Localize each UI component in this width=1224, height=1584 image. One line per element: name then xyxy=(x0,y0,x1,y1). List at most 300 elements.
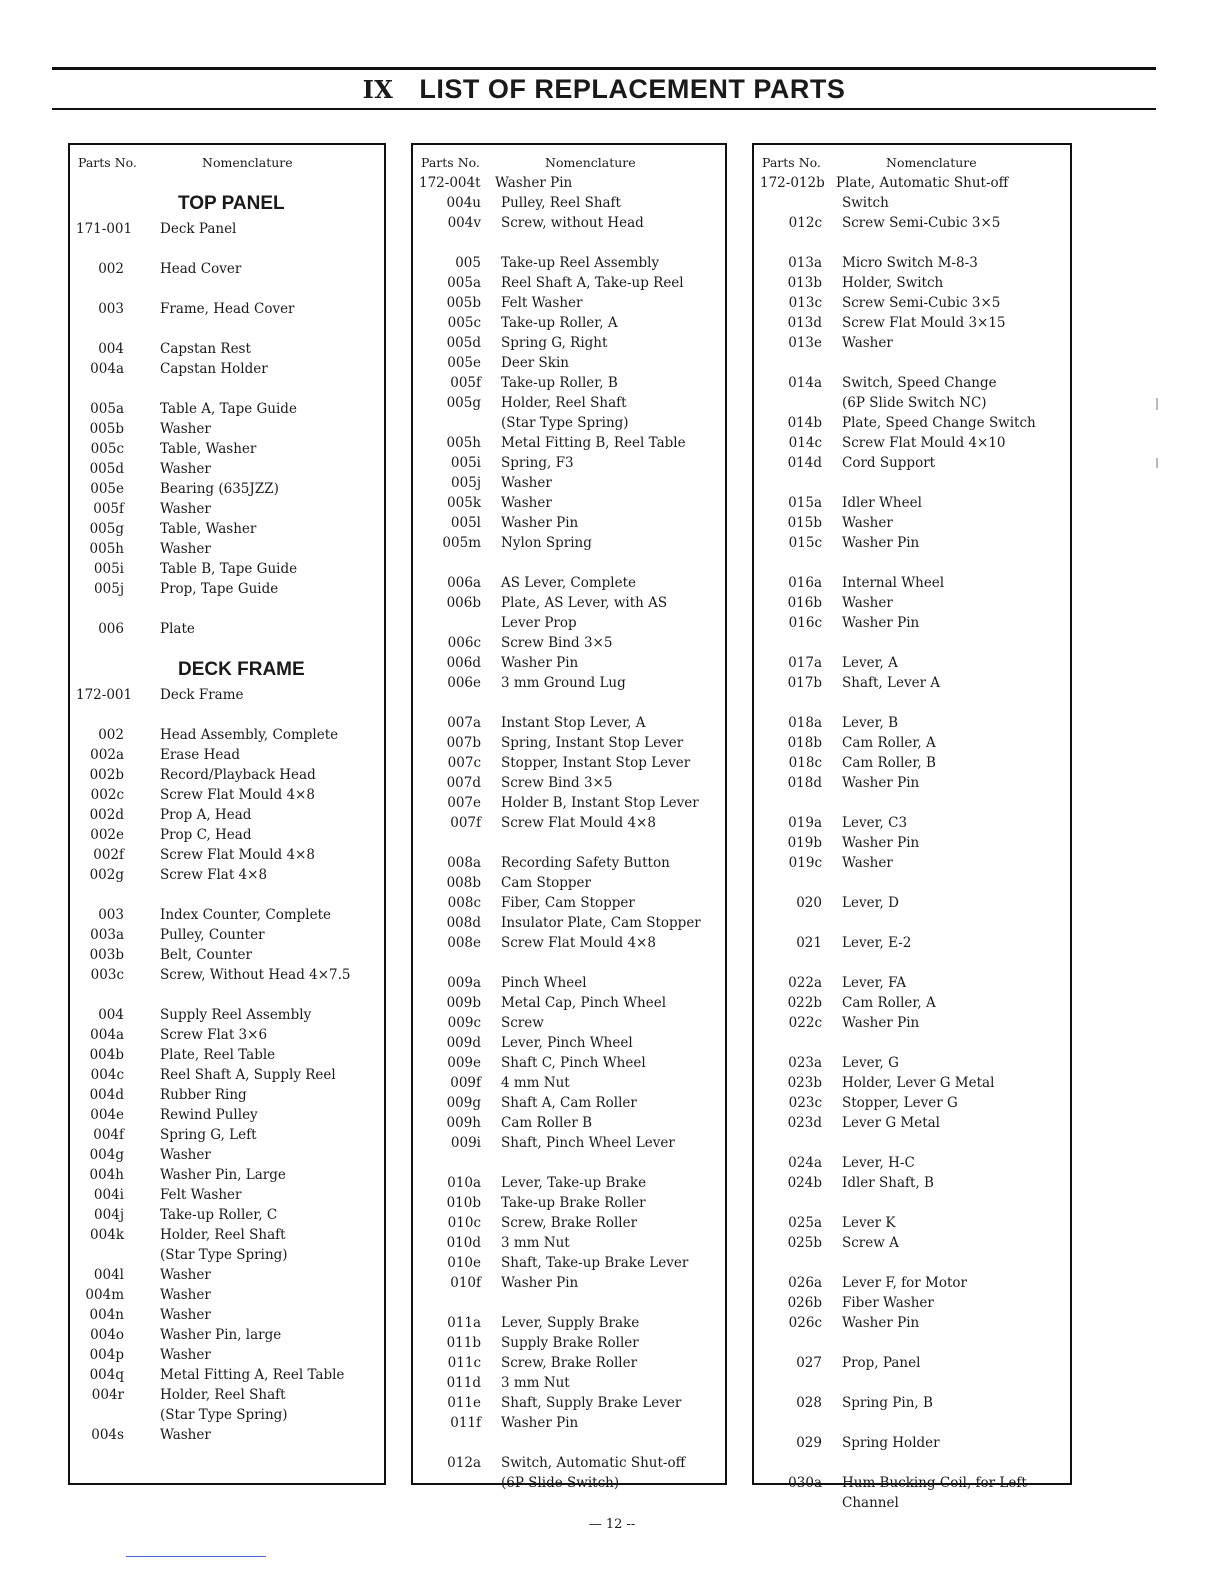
parts-column-3 xyxy=(752,143,1072,1511)
part-number: 012c xyxy=(788,215,822,231)
part-number xyxy=(70,1405,130,1425)
part-nomenclature: Washer xyxy=(160,541,211,557)
part-row xyxy=(413,893,725,913)
part-nomenclature: Screw Flat Mould 4×8 xyxy=(160,787,315,803)
part-nomenclature: Recording Safety Button xyxy=(501,855,670,871)
part-nomenclature: Lever, H-C xyxy=(842,1155,915,1171)
part-row xyxy=(413,1373,725,1393)
part-number: 004n xyxy=(89,1307,124,1323)
part-row xyxy=(754,373,1070,393)
part-number: 011d xyxy=(446,1375,481,1391)
part-number: 008a xyxy=(447,855,481,871)
part-nomenclature: Spring Pin, B xyxy=(842,1395,933,1411)
part-nomenclature: Screw Flat Mould 4×8 xyxy=(501,815,656,831)
part-number: 011a xyxy=(447,1315,481,1331)
part-number: 004 xyxy=(98,341,124,357)
part-number xyxy=(70,1245,130,1265)
part-nomenclature: Reel Shaft A, Take-up Reel xyxy=(501,275,684,291)
part-number: 004f xyxy=(93,1127,124,1143)
part-nomenclature: Stopper, Lever G xyxy=(842,1095,958,1111)
part-nomenclature: Washer xyxy=(501,475,552,491)
part-nomenclature: Plate xyxy=(160,621,195,637)
part-row xyxy=(70,219,384,239)
part-number: 020 xyxy=(796,895,822,911)
part-nomenclature: 3 mm Nut xyxy=(501,1375,570,1391)
part-nomenclature: Shaft, Pinch Wheel Lever xyxy=(501,1135,675,1151)
part-number: 004a xyxy=(90,1027,124,1043)
part-row xyxy=(754,1433,1070,1453)
part-row xyxy=(70,685,384,705)
part-row xyxy=(413,1093,725,1113)
part-number: 013b xyxy=(787,275,822,291)
part-nomenclature: Deck Frame xyxy=(160,687,244,703)
part-nomenclature: Shaft, Take-up Brake Lever xyxy=(501,1255,689,1271)
part-number: 005e xyxy=(447,355,481,371)
part-nomenclature: Lever, Supply Brake xyxy=(501,1315,640,1331)
part-row xyxy=(413,513,725,533)
part-row xyxy=(413,1333,725,1353)
part-row xyxy=(70,1025,384,1045)
part-number: 003 xyxy=(98,301,124,317)
part-nomenclature: Spring G, Left xyxy=(160,1127,257,1143)
part-nomenclature: Holder, Reel Shaft xyxy=(160,1227,286,1243)
blue-underline-mark xyxy=(126,1556,266,1557)
part-row xyxy=(70,1045,384,1065)
part-nomenclature: Switch, Automatic Shut-off xyxy=(501,1455,686,1471)
part-nomenclature: Screw, without Head xyxy=(501,215,644,231)
part-number: 005k xyxy=(447,495,481,511)
part-number: 004m xyxy=(85,1287,124,1303)
part-number: 018c xyxy=(788,755,822,771)
part-row xyxy=(754,413,1070,433)
part-number: 172-001 xyxy=(76,687,133,703)
part-nomenclature: Index Counter, Complete xyxy=(160,907,331,923)
part-number: 002a xyxy=(90,747,124,763)
title-bottom-rule xyxy=(52,108,1156,110)
part-number: 024a xyxy=(788,1155,822,1171)
part-number: 005b xyxy=(446,295,481,311)
part-nomenclature: Shaft C, Pinch Wheel xyxy=(501,1055,646,1071)
part-row xyxy=(413,1133,725,1153)
part-nomenclature: Felt Washer xyxy=(160,1187,242,1203)
part-number: 171-001 xyxy=(76,221,133,237)
part-number: 007d xyxy=(446,775,481,791)
part-number: 023a xyxy=(788,1055,822,1071)
part-row xyxy=(70,1405,384,1425)
part-row xyxy=(754,453,1070,473)
part-number: 009c xyxy=(447,1015,481,1031)
part-number: 011e xyxy=(447,1395,481,1411)
part-number: 010e xyxy=(447,1255,481,1271)
part-nomenclature: Plate, AS Lever, with AS xyxy=(501,595,668,611)
part-number: 005d xyxy=(89,461,124,477)
part-number: 003 xyxy=(98,907,124,923)
part-row xyxy=(754,673,1070,693)
part-nomenclature: Prop A, Head xyxy=(160,807,252,823)
part-nomenclature: Erase Head xyxy=(160,747,241,763)
part-row xyxy=(413,773,725,793)
part-row xyxy=(754,1093,1070,1113)
part-nomenclature: Deer Skin xyxy=(501,355,569,371)
part-nomenclature: Washer Pin xyxy=(501,1275,579,1291)
part-nomenclature: Plate, Reel Table xyxy=(160,1047,276,1063)
part-number: 005f xyxy=(93,501,124,517)
part-nomenclature: Take-up Roller, A xyxy=(501,315,618,331)
part-row xyxy=(754,533,1070,553)
part-row xyxy=(70,619,384,639)
part-row xyxy=(413,333,725,353)
part-row xyxy=(413,713,725,733)
part-nomenclature: Cam Roller, A xyxy=(842,735,936,751)
header-nomenclature: Nomenclature xyxy=(545,155,636,170)
part-row xyxy=(70,579,384,599)
header-nomenclature: Nomenclature xyxy=(886,155,977,170)
part-number: 006b xyxy=(446,595,481,611)
part-nomenclature: Cord Support xyxy=(842,455,936,471)
part-nomenclature: Lever, C3 xyxy=(842,815,908,831)
part-row xyxy=(70,745,384,765)
part-nomenclature: Take-up Roller, B xyxy=(501,375,618,391)
part-nomenclature: Capstan Rest xyxy=(160,341,251,357)
part-number: 013a xyxy=(788,255,822,271)
part-nomenclature: Screw, Brake Roller xyxy=(501,1355,638,1371)
part-row xyxy=(413,393,725,413)
part-nomenclature: Washer Pin xyxy=(842,1315,920,1331)
part-number: 010d xyxy=(446,1235,481,1251)
part-row xyxy=(413,653,725,673)
part-number: 016b xyxy=(787,595,822,611)
part-number: 016c xyxy=(788,615,822,631)
part-nomenclature: Lever, B xyxy=(842,715,899,731)
header-nomenclature: Nomenclature xyxy=(202,155,293,170)
part-nomenclature: Channel xyxy=(842,1495,899,1511)
part-number: 018d xyxy=(787,775,822,791)
parts-column-2 xyxy=(411,143,727,1491)
part-nomenclature: Lever, D xyxy=(842,895,899,911)
part-row xyxy=(754,813,1070,833)
part-nomenclature: Holder, Reel Shaft xyxy=(501,395,627,411)
part-number: 011c xyxy=(447,1355,481,1371)
part-row xyxy=(754,853,1070,873)
part-number: 005f xyxy=(450,375,481,391)
part-number: 010b xyxy=(446,1195,481,1211)
column-header xyxy=(754,153,1070,173)
part-row xyxy=(413,1453,725,1473)
section-heading: TOP PANEL xyxy=(178,193,285,214)
part-nomenclature: Plate, Speed Change Switch xyxy=(842,415,1036,431)
part-row xyxy=(413,213,725,233)
part-number: 002 xyxy=(98,727,124,743)
part-row xyxy=(413,433,725,453)
part-row xyxy=(754,1493,1070,1513)
page-number: — 12 -- xyxy=(588,1517,636,1532)
part-number: 007f xyxy=(450,815,481,831)
part-number: 005h xyxy=(446,435,481,451)
part-nomenclature: Shaft, Supply Brake Lever xyxy=(501,1395,682,1411)
part-number xyxy=(754,193,828,213)
part-number: 004b xyxy=(89,1047,124,1063)
part-nomenclature: Washer xyxy=(160,1267,211,1283)
part-row xyxy=(70,1285,384,1305)
part-number: 014a xyxy=(788,375,822,391)
part-nomenclature: Cam Stopper xyxy=(501,875,591,891)
part-number: 004u xyxy=(446,195,481,211)
part-row xyxy=(70,765,384,785)
part-nomenclature: 4 mm Nut xyxy=(501,1075,570,1091)
part-row xyxy=(70,559,384,579)
part-row xyxy=(754,893,1070,913)
part-nomenclature: (Star Type Spring) xyxy=(160,1247,288,1263)
part-row xyxy=(413,1393,725,1413)
part-nomenclature: Washer xyxy=(160,1287,211,1303)
part-number: 004e xyxy=(90,1107,124,1123)
part-nomenclature: Nylon Spring xyxy=(501,535,592,551)
part-number: 022a xyxy=(788,975,822,991)
part-number: 004q xyxy=(89,1367,124,1383)
part-nomenclature: Metal Fitting A, Reel Table xyxy=(160,1367,345,1383)
part-nomenclature: (6P Slide Switch) xyxy=(501,1475,620,1491)
part-nomenclature: Fiber, Cam Stopper xyxy=(501,895,635,911)
part-number: 019b xyxy=(787,835,822,851)
part-row xyxy=(754,393,1070,413)
part-row xyxy=(70,785,384,805)
part-nomenclature: Table, Washer xyxy=(160,521,257,537)
part-row xyxy=(70,1085,384,1105)
part-row xyxy=(413,793,725,813)
part-row xyxy=(413,673,725,693)
part-number: 005b xyxy=(89,421,124,437)
part-row xyxy=(754,1313,1070,1333)
part-nomenclature: Table A, Tape Guide xyxy=(160,401,297,417)
part-number: 014d xyxy=(787,455,822,471)
part-nomenclature: Switch xyxy=(842,195,889,211)
part-row xyxy=(70,945,384,965)
part-row xyxy=(754,613,1070,633)
part-nomenclature: Cam Roller, B xyxy=(842,755,936,771)
scan-mark-1 xyxy=(1156,398,1158,410)
part-row xyxy=(413,613,725,633)
part-row xyxy=(413,933,725,953)
part-number: 002e xyxy=(90,827,124,843)
part-nomenclature: Washer Pin, large xyxy=(160,1327,282,1343)
part-number: 002g xyxy=(89,867,124,883)
part-row xyxy=(754,1153,1070,1173)
part-nomenclature: Lever Prop xyxy=(501,615,577,631)
part-number: 022c xyxy=(788,1015,822,1031)
part-nomenclature: Washer Pin xyxy=(842,835,920,851)
part-row xyxy=(70,479,384,499)
part-nomenclature: Switch, Speed Change xyxy=(842,375,997,391)
part-nomenclature: Prop, Tape Guide xyxy=(160,581,279,597)
part-row xyxy=(754,253,1070,273)
part-row xyxy=(413,193,725,213)
part-number: 015b xyxy=(787,515,822,531)
part-nomenclature: Lever, G xyxy=(842,1055,899,1071)
part-number: 023d xyxy=(787,1115,822,1131)
part-number: 004p xyxy=(89,1347,124,1363)
part-number: 029 xyxy=(796,1435,822,1451)
part-row xyxy=(413,873,725,893)
part-number: 004o xyxy=(90,1327,124,1343)
part-row xyxy=(754,1013,1070,1033)
part-number: 010f xyxy=(450,1275,481,1291)
part-nomenclature: Washer xyxy=(160,461,211,477)
part-row xyxy=(754,713,1070,733)
part-number: 005m xyxy=(442,535,481,551)
part-number: 017b xyxy=(787,675,822,691)
part-nomenclature: Screw Flat Mould 4×8 xyxy=(501,935,656,951)
part-nomenclature: Washer xyxy=(842,515,893,531)
part-row xyxy=(413,1413,725,1433)
part-row xyxy=(70,1145,384,1165)
part-number: 019a xyxy=(788,815,822,831)
part-nomenclature: Screw, Without Head 4×7.5 xyxy=(160,967,351,983)
part-nomenclature: Table B, Tape Guide xyxy=(160,561,298,577)
part-row xyxy=(70,1245,384,1265)
part-row xyxy=(70,1425,384,1445)
part-number: 005i xyxy=(450,455,481,471)
part-number: 005i xyxy=(93,561,124,577)
part-number: 004k xyxy=(90,1227,124,1243)
part-nomenclature: Lever F, for Motor xyxy=(842,1275,967,1291)
part-nomenclature: Washer Pin xyxy=(842,775,920,791)
part-nomenclature: Record/Playback Head xyxy=(160,767,316,783)
part-row xyxy=(70,359,384,379)
part-number: 013d xyxy=(787,315,822,331)
part-number: 005h xyxy=(89,541,124,557)
part-number: 018a xyxy=(788,715,822,731)
part-number: 009f xyxy=(450,1075,481,1091)
part-nomenclature: Washer Pin xyxy=(842,535,920,551)
part-number: 017a xyxy=(788,655,822,671)
part-nomenclature: Lever, Take-up Brake xyxy=(501,1175,647,1191)
part-number: 172-012b xyxy=(760,175,825,191)
part-row xyxy=(413,1113,725,1133)
part-number: 009h xyxy=(446,1115,481,1131)
part-number: 007e xyxy=(447,795,481,811)
part-row xyxy=(70,1365,384,1385)
page-title xyxy=(52,70,1156,108)
part-row xyxy=(413,913,725,933)
part-number: 006e xyxy=(447,675,481,691)
page-title-text: LIST OF REPLACEMENT PARTS xyxy=(419,74,846,104)
part-nomenclature: Spring G, Right xyxy=(501,335,608,351)
part-row xyxy=(754,1053,1070,1073)
part-number: 005g xyxy=(89,521,124,537)
part-number: 005d xyxy=(446,335,481,351)
part-number: 009a xyxy=(447,975,481,991)
part-nomenclature: Cam Roller, A xyxy=(842,995,936,1011)
part-row xyxy=(413,1193,725,1213)
part-row xyxy=(70,399,384,419)
part-nomenclature: Washer xyxy=(842,595,893,611)
part-row xyxy=(70,1185,384,1205)
part-nomenclature: Spring, Instant Stop Lever xyxy=(501,735,684,751)
part-number: 010c xyxy=(447,1215,481,1231)
part-row xyxy=(754,593,1070,613)
part-number: 007b xyxy=(446,735,481,751)
part-row xyxy=(413,1033,725,1053)
part-row xyxy=(413,753,725,773)
part-nomenclature: Screw Semi-Cubic 3×5 xyxy=(842,295,1001,311)
part-nomenclature: Lever K xyxy=(842,1215,896,1231)
part-number: 004r xyxy=(91,1387,124,1403)
part-nomenclature: (6P Slide Switch NC) xyxy=(842,395,987,411)
part-nomenclature: Holder, Reel Shaft xyxy=(160,1387,286,1403)
part-row xyxy=(413,1213,725,1233)
part-nomenclature: Screw xyxy=(501,1015,544,1031)
part-row xyxy=(70,1305,384,1325)
part-nomenclature: Fiber Washer xyxy=(842,1295,934,1311)
part-row xyxy=(413,593,725,613)
part-row xyxy=(413,313,725,333)
part-row xyxy=(754,1353,1070,1373)
part-nomenclature: Supply Brake Roller xyxy=(501,1335,639,1351)
part-row xyxy=(70,1345,384,1365)
scan-mark-2 xyxy=(1156,458,1158,468)
part-number xyxy=(754,1493,828,1513)
part-number: 024b xyxy=(787,1175,822,1191)
part-number: 010a xyxy=(447,1175,481,1191)
part-nomenclature: Screw A xyxy=(842,1235,899,1251)
part-row xyxy=(413,533,725,553)
part-row xyxy=(70,419,384,439)
part-number: 009g xyxy=(446,1095,481,1111)
part-number: 008c xyxy=(447,895,481,911)
part-nomenclature: Pulley, Reel Shaft xyxy=(501,195,621,211)
part-row xyxy=(70,805,384,825)
part-row xyxy=(70,845,384,865)
part-number: 026c xyxy=(788,1315,822,1331)
part-nomenclature: Internal Wheel xyxy=(842,575,945,591)
part-nomenclature: Washer Pin, Large xyxy=(160,1167,286,1183)
header-parts-no: Parts No. xyxy=(421,155,480,170)
part-number: 004 xyxy=(98,1007,124,1023)
part-row xyxy=(413,253,725,273)
part-row xyxy=(413,493,725,513)
part-nomenclature: Rewind Pulley xyxy=(160,1107,258,1123)
part-row xyxy=(413,293,725,313)
part-row xyxy=(413,973,725,993)
part-nomenclature: Shaft A, Cam Roller xyxy=(501,1095,637,1111)
part-number: 014c xyxy=(788,435,822,451)
part-number: 002b xyxy=(89,767,124,783)
part-nomenclature: Screw Flat Mould 3×15 xyxy=(842,315,1006,331)
part-row xyxy=(413,573,725,593)
part-nomenclature: Screw, Brake Roller xyxy=(501,1215,638,1231)
part-nomenclature: Washer xyxy=(842,855,893,871)
part-number: 004d xyxy=(89,1087,124,1103)
part-nomenclature: Bearing (635JZZ) xyxy=(160,481,279,497)
part-row xyxy=(754,433,1070,453)
part-row xyxy=(413,733,725,753)
part-nomenclature: Screw Flat Mould 4×8 xyxy=(160,847,315,863)
part-nomenclature: Lever, E-2 xyxy=(842,935,912,951)
part-number: 002f xyxy=(93,847,124,863)
part-nomenclature: Washer Pin xyxy=(501,1415,579,1431)
part-nomenclature: Washer xyxy=(160,421,211,437)
part-nomenclature: Stopper, Instant Stop Lever xyxy=(501,755,691,771)
part-number: 004j xyxy=(94,1207,124,1223)
part-nomenclature: AS Lever, Complete xyxy=(501,575,637,591)
part-nomenclature: Screw Flat 4×8 xyxy=(160,867,268,883)
part-number: 004a xyxy=(90,361,124,377)
part-row xyxy=(754,1473,1070,1493)
part-row xyxy=(754,1273,1070,1293)
part-nomenclature: Lever G Metal xyxy=(842,1115,940,1131)
part-row xyxy=(413,1253,725,1273)
part-row xyxy=(754,1233,1070,1253)
